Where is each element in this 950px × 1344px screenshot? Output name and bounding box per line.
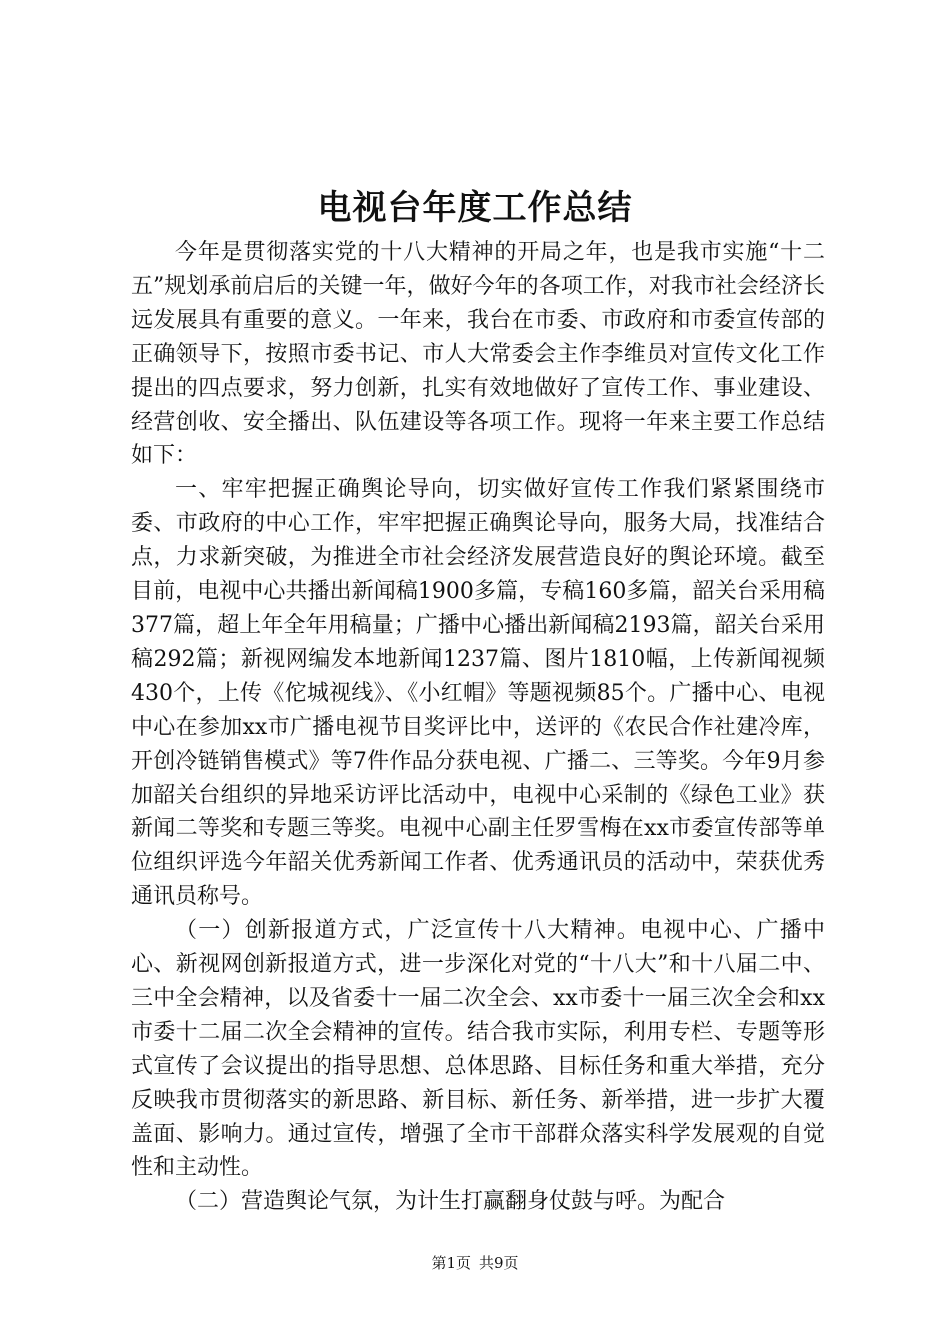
document-body [131, 236, 825, 1219]
document-title: 电视台年度工作总结 [317, 188, 633, 228]
page-number: 第1页 [431, 1254, 471, 1272]
page-footer [0, 1253, 950, 1273]
paragraph-section-1: 一、牢牢把握正确舆论导向，切实做好宣传工作我们紧紧围绕市委、市政府的中心工作，牢牢把握正确舆论导向，服务大局，找准结合点，力求新突破，为推进全市社会经济发展营造良好的舆论环境。截至目前，电视中心共播出新闻稿1900多篇，专稿160多篇，韶关台采用稿377篇，超上年全年用稿量；广播中心播出新闻稿2193篇，韶关台采用稿292篇；新视网编发本地新闻1237篇、图片1810幅，上传新闻视频430个，上传《佗城视线》、《小红帽》等题视频85个。广播中心、电视中心在参加xx市广播电视节目奖评比中，送评的《农民合作社建冷库，开创冷链销售模式》等7件作品分获电视、广播二、三等奖。今年9月参加韶关台组织的异地采访评比活动中，电视中心采制的《绿色工业》获新闻二等奖和专题三等奖。电视中心副主任罗雪梅在xx市委宣传部等单位组织评选今年韶关优秀新闻工作者、优秀通讯员的活动中，荣获优秀通讯员称号。 [131, 477, 825, 910]
paragraph-subsection-2: （二）营造舆论气氛，为计生打赢翻身仗鼓与呼。为配合 [175, 1189, 726, 1215]
page-total: 共9页 [479, 1254, 519, 1272]
paragraph-subsection-1: （一）创新报道方式，广泛宣传十八大精神。电视中心、广播中心、新视网创新报道方式，进一步深化对党的“十八大”和十八届二中、三中全会精神，以及省委十一届二次全会、xx市委十一届三次全会和xx市委十二届二次全会精神的宣传。结合我市实际，利用专栏、专题等形式宣传了会议提出的指导思想、总体思路、目标任务和重大举措，充分反映我市贯彻落实的新思路、新目标、新任务、新举措，进一步扩大覆盖面、影响力。通过宣传，增强了全市干部群众落实科学发展观的自觉性和主动性。 [131, 918, 825, 1181]
paragraph-intro: 今年是贯彻落实党的十八大精神的开局之年，也是我市实施“十二五”规划承前启后的关键一年，做好今年的各项工作，对我市社会经济长远发展具有重要的意义。一年来，我台在市委、市政府和市委宣传部的正确领导下，按照市委书记、市人大常委会主作李维员对宣传文化工作提出的四点要求，努力创新，扎实有效地做好了宣传工作、事业建设、经营创收、安全播出、队伍建设等各项工作。现将一年来主要工作总结如下： [131, 240, 825, 469]
